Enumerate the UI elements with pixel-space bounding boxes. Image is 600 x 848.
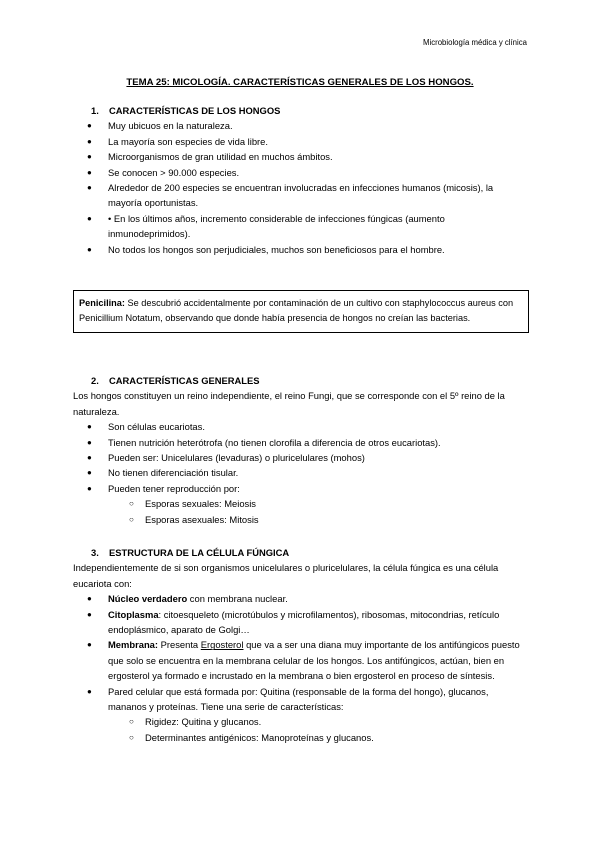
list-item: ● No tienen diferenciación tisular. <box>73 465 528 480</box>
membrana-label: Membrana: <box>108 639 159 651</box>
list-item: ● La mayoría son especies de vida libre. <box>73 134 528 149</box>
document-title: TEMA 25: MICOLOGÍA. CARACTERÍSTICAS GENERALES DE LOS HONGOS. <box>126 77 474 88</box>
section-2-heading <box>73 373 528 388</box>
sub-list-item: ○ Esporas asexuales: Mitosis <box>73 512 528 527</box>
penicilina-text: Se descubrió accidentalmente por contaminación de un cultivo con staphylococcus aureus con Penicillium Notatum, observando que donde había presencia de hongos no creían las bacterias. <box>79 298 514 324</box>
list-item-nucleo <box>73 591 528 606</box>
section-1-number: 1. <box>91 105 99 116</box>
list-item: ● Son células eucariotas. <box>73 419 528 434</box>
nucleo-label: Núcleo verdadero <box>108 593 188 605</box>
list-item: ● Alrededor de 200 especies se encuentran involucradas en infecciones humanos (micosis), la mayoría oportunistas. <box>73 180 528 211</box>
ergosterol-term: Ergosterol <box>200 639 244 651</box>
section-3-heading-text: ESTRUCTURA DE LA CÉLULA FÚNGICA <box>109 547 290 558</box>
section-2-intro: Los hongos constituyen un reino independiente, el reino Fungi, que se corresponde con el 5º reino de la naturaleza. <box>73 390 505 417</box>
citoplasma-label: Citoplasma <box>108 608 159 620</box>
list-item: ● No todos los hongos son perjudiciales, muchos son beneficiosos para el hombre. <box>73 242 528 257</box>
list-item-pared: ● Pared celular que está formada por: Quitina (responsable de la forma del hongo), glucanos, mananos y proteínas. Tiene una serie de características: <box>73 684 528 715</box>
section-1-heading <box>73 103 528 118</box>
list-item: ● • En los últimos años, incremento considerable de infecciones fúngicas (aumento inmunodeprimidos). <box>73 211 528 242</box>
list-item: ● Se conocen > 90.000 especies. <box>73 165 528 180</box>
citoplasma-text: : citoesqueleto (microtúbulos y microfilamentos), ribosomas, mitocondrias, retículo endoplásmico, aparato de Golgi… <box>108 608 500 636</box>
section-1-heading-text: CARACTERÍSTICAS DE LOS HONGOS <box>109 105 281 116</box>
section-3-bullets <box>73 591 528 745</box>
section-3-intro: Independientemente de si son organismos unicelulares o pluricelulares, la célula fúngica es una célula eucariota con: <box>73 562 499 589</box>
sub-list-item: ○ Rigidez: Quitina y glucanos. <box>73 714 528 729</box>
penicilina-label: Penicilina: <box>79 298 125 308</box>
sub-list-item: ○ Esporas sexuales: Meiosis <box>73 496 528 511</box>
list-item-membrana <box>73 637 528 683</box>
membrana-post: que va a ser una diana muy importante de los antifúngicos puesto que solo se encuentra en la membrana celular de los hongos. Los antifúngicos, actúan, bien en ergosterol ya formado e incrustado en la membrana o bien ergosterol en proceso de síntesis. <box>108 639 520 682</box>
membrana-pre: Presenta <box>158 639 201 651</box>
section-2-heading-text: CARACTERÍSTICAS GENERALES <box>109 375 260 386</box>
nucleo-text: con membrana nuclear. <box>187 593 288 605</box>
section-2-bullets <box>73 419 528 527</box>
section-1 <box>73 103 528 257</box>
list-item-citoplasma <box>73 607 528 638</box>
section-3-heading <box>73 545 528 560</box>
section-2 <box>73 373 528 527</box>
section-3 <box>73 545 528 745</box>
sub-list-item: ○ Determinantes antigénicos: Manoproteínas y glucanos. <box>73 730 528 745</box>
penicilina-box <box>73 290 529 333</box>
section-3-number: 3. <box>91 547 99 558</box>
section-2-number: 2. <box>91 375 99 386</box>
list-item: ● Pueden ser: Unicelulares (levaduras) o pluricelulares (mohos) <box>73 450 528 465</box>
running-header: Microbiología médica y clínica <box>422 38 527 47</box>
list-item: ● Microorganismos de gran utilidad en muchos ámbitos. <box>73 149 528 164</box>
section-1-bullets <box>73 118 528 257</box>
list-item: ● Tienen nutrición heterótrofa (no tienen clorofila a diferencia de otros eucariotas). <box>73 435 528 450</box>
list-item: ● Muy ubicuos en la naturaleza. <box>73 118 528 133</box>
list-item: ● Pueden tener reproducción por: <box>73 481 528 496</box>
